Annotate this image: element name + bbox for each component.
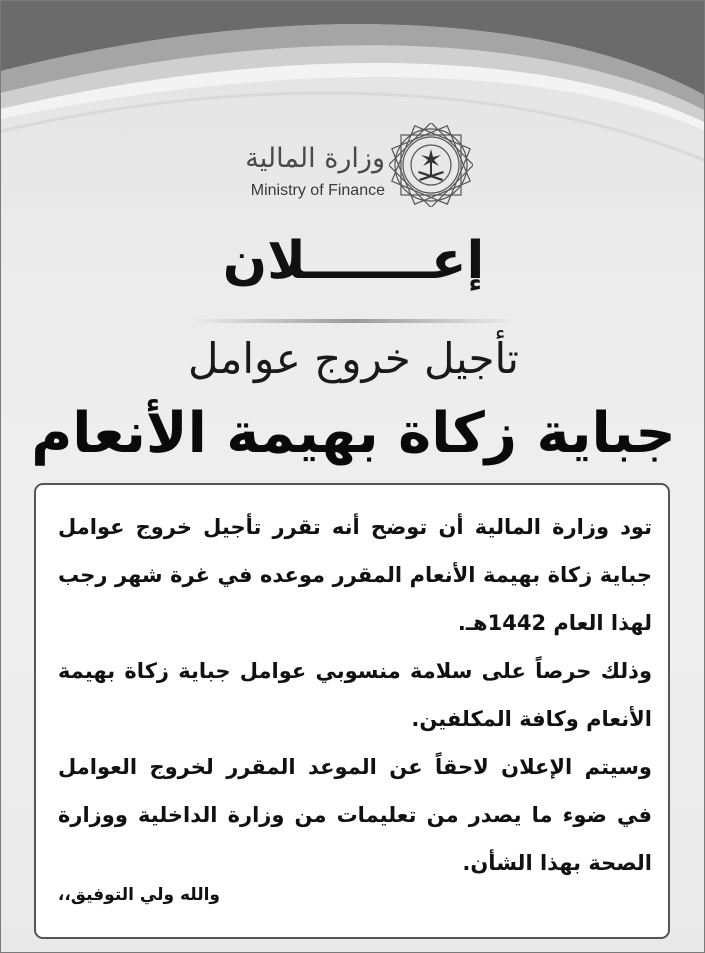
body-paragraph: تود وزارة المالية أن توضح أنه تقرر تأجيل خروج عوامل جباية زكاة بهيمة الأنعام المقرر موعده في غرة شهر رجب لهذا العام 1442هـ. [58,515,652,635]
announcement-body [58,503,652,887]
announcement-label: إعـــــــلان [222,231,485,291]
ministry-logo [1,113,705,213]
closing-line: والله ولي التوفيق،، [57,885,220,905]
announcement-headline: جباية زكاة بهيمة الأنعام [31,401,676,466]
body-paragraph: وذلك حرصاً على سلامة منسوبي عوامل جباية زكاة بهيمة الأنعام وكافة المكلفين. [58,659,652,731]
title-divider [191,319,516,323]
ministry-name-english: Ministry of Finance [250,182,385,199]
palm-and-swords-emblem-icon [389,123,473,207]
announcement-subtitle: تأجيل خروج عوامل [188,334,519,383]
body-paragraph: وسيتم الإعلان لاحقاً عن الموعد المقرر لخروج العوامل في ضوء ما يصدر من تعليمات من وزارة الداخلية ووزارة الصحة بهذا الشأن. [58,755,652,875]
ministry-name-arabic: وزارة المالية [245,143,385,174]
announcement-body-box [34,483,670,939]
